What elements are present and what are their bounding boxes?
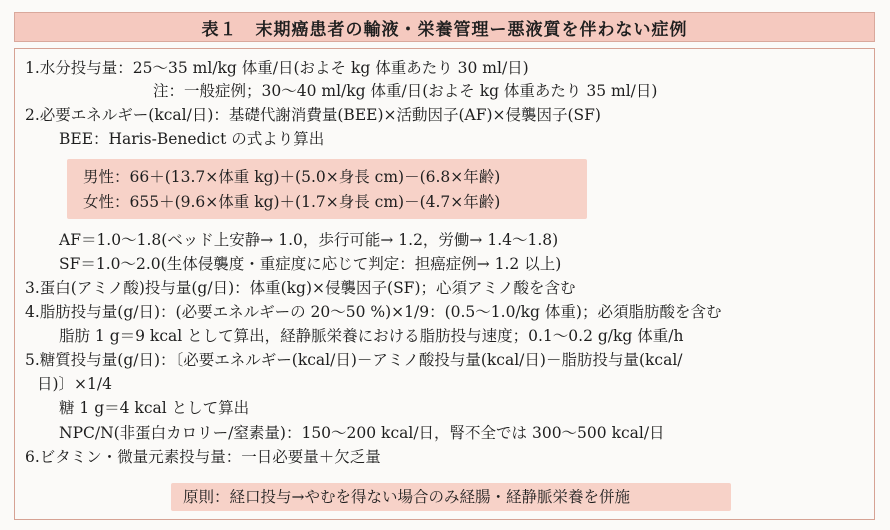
vitamin-line: 6.ビタミン・微量元素投与量：一日必要量＋欠乏量 — [25, 448, 381, 466]
water-note-line: 注：一般症例；30～40 ml/kg 体重/日(およそ kg 体重あたり 35 ml/日) — [153, 82, 658, 100]
male-formula: 男性：66＋(13.7×体重 kg)＋(5.0×身長 cm)－(6.8×年齢) — [83, 168, 501, 186]
sugar-cont-line: 日)〕×1/4 — [37, 375, 112, 393]
npc-line: NPC/N(非蛋白カロリー/窒素量)：150～200 kcal/日，腎不全では 300～500 kcal/日 — [59, 424, 665, 442]
energy-line: 2.必要エネルギー(kcal/日)：基礎代謝消費量(BEE)×活動因子(AF)×侵襲因子(SF) — [25, 106, 601, 124]
sugar-note-line: 糖 1 g＝4 kcal として算出 — [59, 399, 250, 417]
af-line: AF＝1.0～1.8(ベッド上安静→ 1.0，歩行可能→ 1.2，労働→ 1.4～1.8) — [59, 231, 559, 249]
fat-line: 4.脂肪投与量(g/日)：(必要エネルギーの 20～50 %)×1/9：(0.5～1.0/kg 体重)；必須脂肪酸を含む — [25, 303, 722, 321]
principle-line: 原則：経口投与→やむを得ない場合のみ経腸・経静脈栄養を併施 — [183, 488, 630, 506]
table-title: 表１ 末期癌患者の輸液・栄養管理ー悪液質を伴わない症例 — [14, 12, 875, 42]
female-formula: 女性：655＋(9.6×体重 kg)＋(1.7×身長 cm)－(4.7×年齢) — [83, 193, 501, 211]
bee-line: BEE：Haris-Benedict の式より算出 — [59, 130, 325, 148]
fat-note-line: 脂肪 1 g＝9 kcal として算出，経静脈栄養における脂肪投与速度；0.1～0.2 g/kg 体重/h — [59, 327, 684, 345]
sf-line: SF＝1.0～2.0(生体侵襲度・重症度に応じて判定：担癌症例→ 1.2 以上) — [59, 255, 562, 273]
water-line: 1.水分投与量：25～35 ml/kg 体重/日(およそ kg 体重あたり 30 ml/日) — [25, 59, 529, 77]
sugar-line: 5.糖質投与量(g/日)：〔必要エネルギー(kcal/日)－アミノ酸投与量(kcal/日)－脂肪投与量(kcal/ — [25, 351, 683, 369]
table-body — [14, 48, 875, 520]
protein-line: 3.蛋白(アミノ酸)投与量(g/日)：体重(kg)×侵襲因子(SF)；心須アミノ酸を含む — [25, 279, 576, 297]
